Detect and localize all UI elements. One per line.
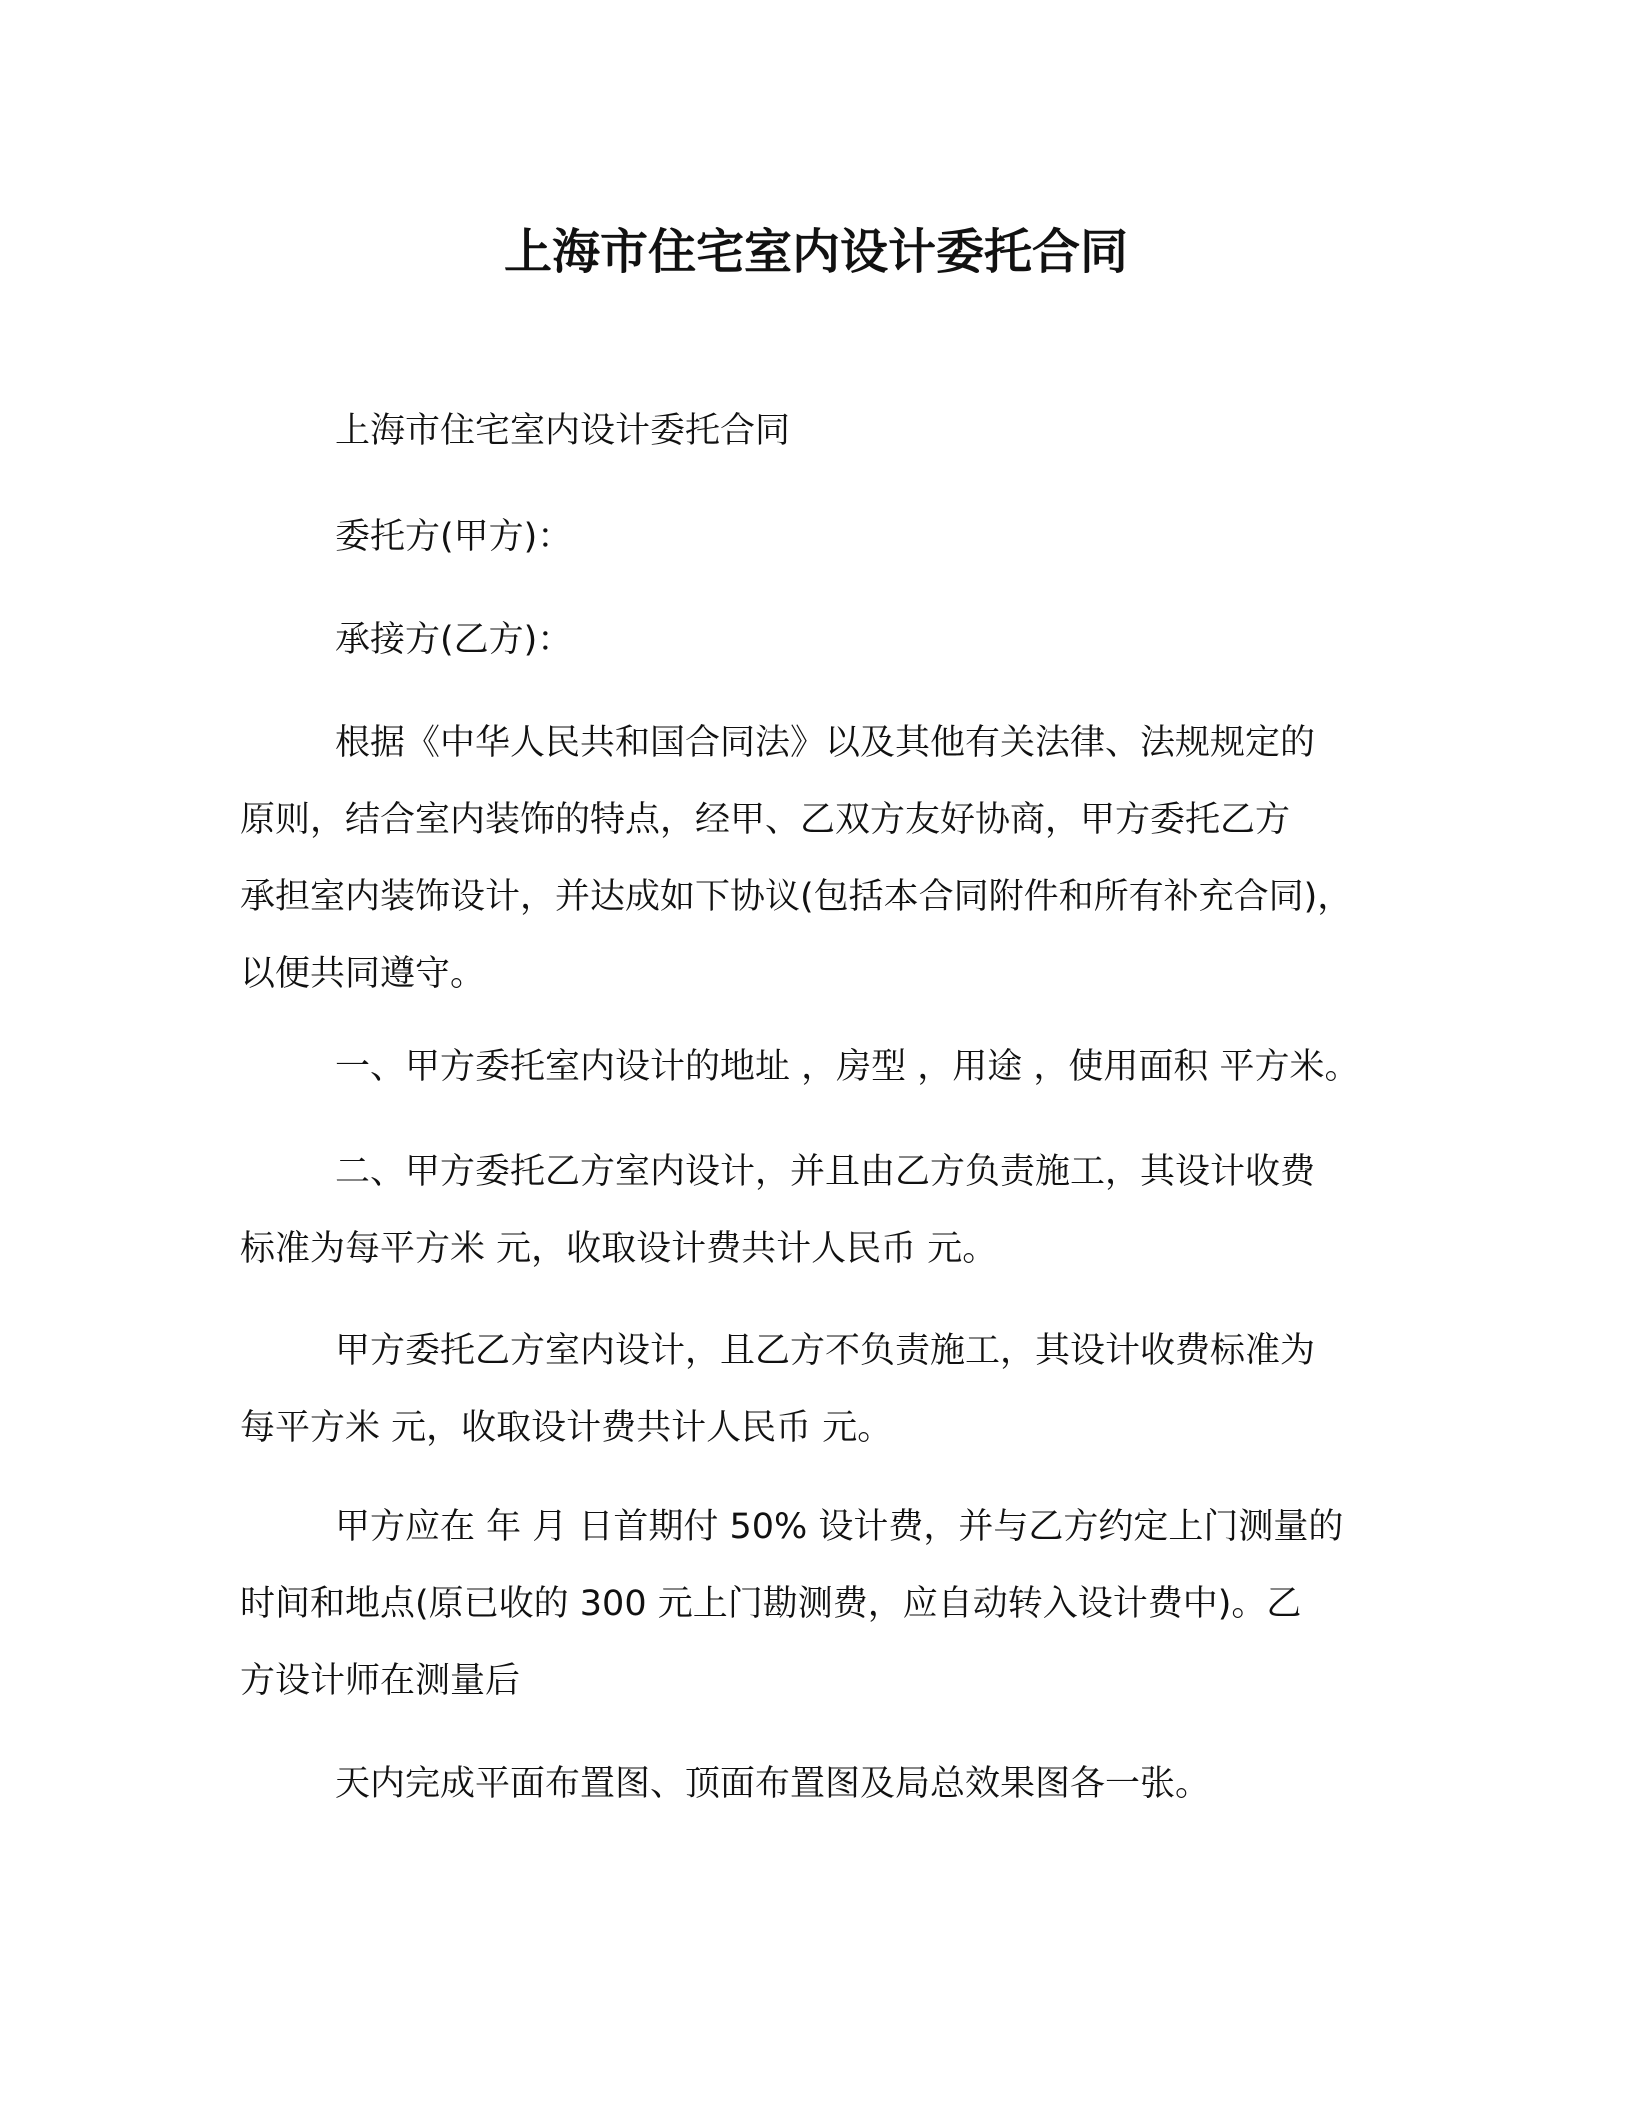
clause-1-paragraph <box>240 1029 1420 1106</box>
clause-3-paragraph <box>240 1489 1420 1720</box>
clause-1-line: 一、甲方委托室内设计的地址 ，房型 ，用途 ，使用面积 平方米。 <box>335 1047 1360 1087</box>
party-b-label <box>240 602 1420 679</box>
party-a-label <box>240 499 1420 576</box>
clause-2b-line-1: 甲方委托乙方室内设计，且乙方不负责施工，其设计收费标准为 <box>335 1331 1316 1371</box>
subtitle-line: 上海市住宅室内设计委托合同 <box>335 411 791 451</box>
intro-line-2: 原则，结合室内装饰的特点，经甲、乙双方友好协商，甲方委托乙方 <box>240 800 1291 840</box>
clause-2-line-2: 标准为每平方米 元，收取设计费共计人民币 元。 <box>240 1229 998 1269</box>
clause-3-line-3: 方设计师在测量后 <box>240 1661 521 1701</box>
clause-4-paragraph <box>240 1746 1420 1823</box>
clause-3-line-1: 甲方应在 年 月 日首期付 50% 设计费，并与乙方约定上门测量的 <box>335 1507 1344 1547</box>
intro-line-3: 承担室内装饰设计，并达成如下协议(包括本合同附件和所有补充合同)， <box>240 877 1353 917</box>
document-subtitle <box>240 393 1420 470</box>
clause-2-line-1: 二、甲方委托乙方室内设计，并且由乙方负责施工，其设计收费 <box>335 1152 1316 1192</box>
party-b-line: 承接方(乙方)： <box>335 620 573 660</box>
clause-2b-paragraph <box>240 1313 1420 1467</box>
clause-2b-line-2: 每平方米 元，收取设计费共计人民币 元。 <box>240 1408 893 1448</box>
intro-line-4: 以便共同遵守。 <box>240 954 486 994</box>
intro-line-1: 根据《中华人民共和国合同法》以及其他有关法律、法规规定的 <box>335 723 1316 763</box>
clause-3-line-2: 时间和地点(原已收的 300 元上门勘测费，应自动转入设计费中)。乙 <box>240 1584 1302 1624</box>
clause-4-line: 天内完成平面布置图、顶面布置图及局总效果图各一张。 <box>335 1764 1211 1804</box>
document-title: 上海市住宅室内设计委托合同 <box>503 224 1128 280</box>
intro-paragraph <box>240 705 1420 1013</box>
party-a-line: 委托方(甲方)： <box>335 517 573 557</box>
clause-2-paragraph <box>240 1134 1420 1288</box>
